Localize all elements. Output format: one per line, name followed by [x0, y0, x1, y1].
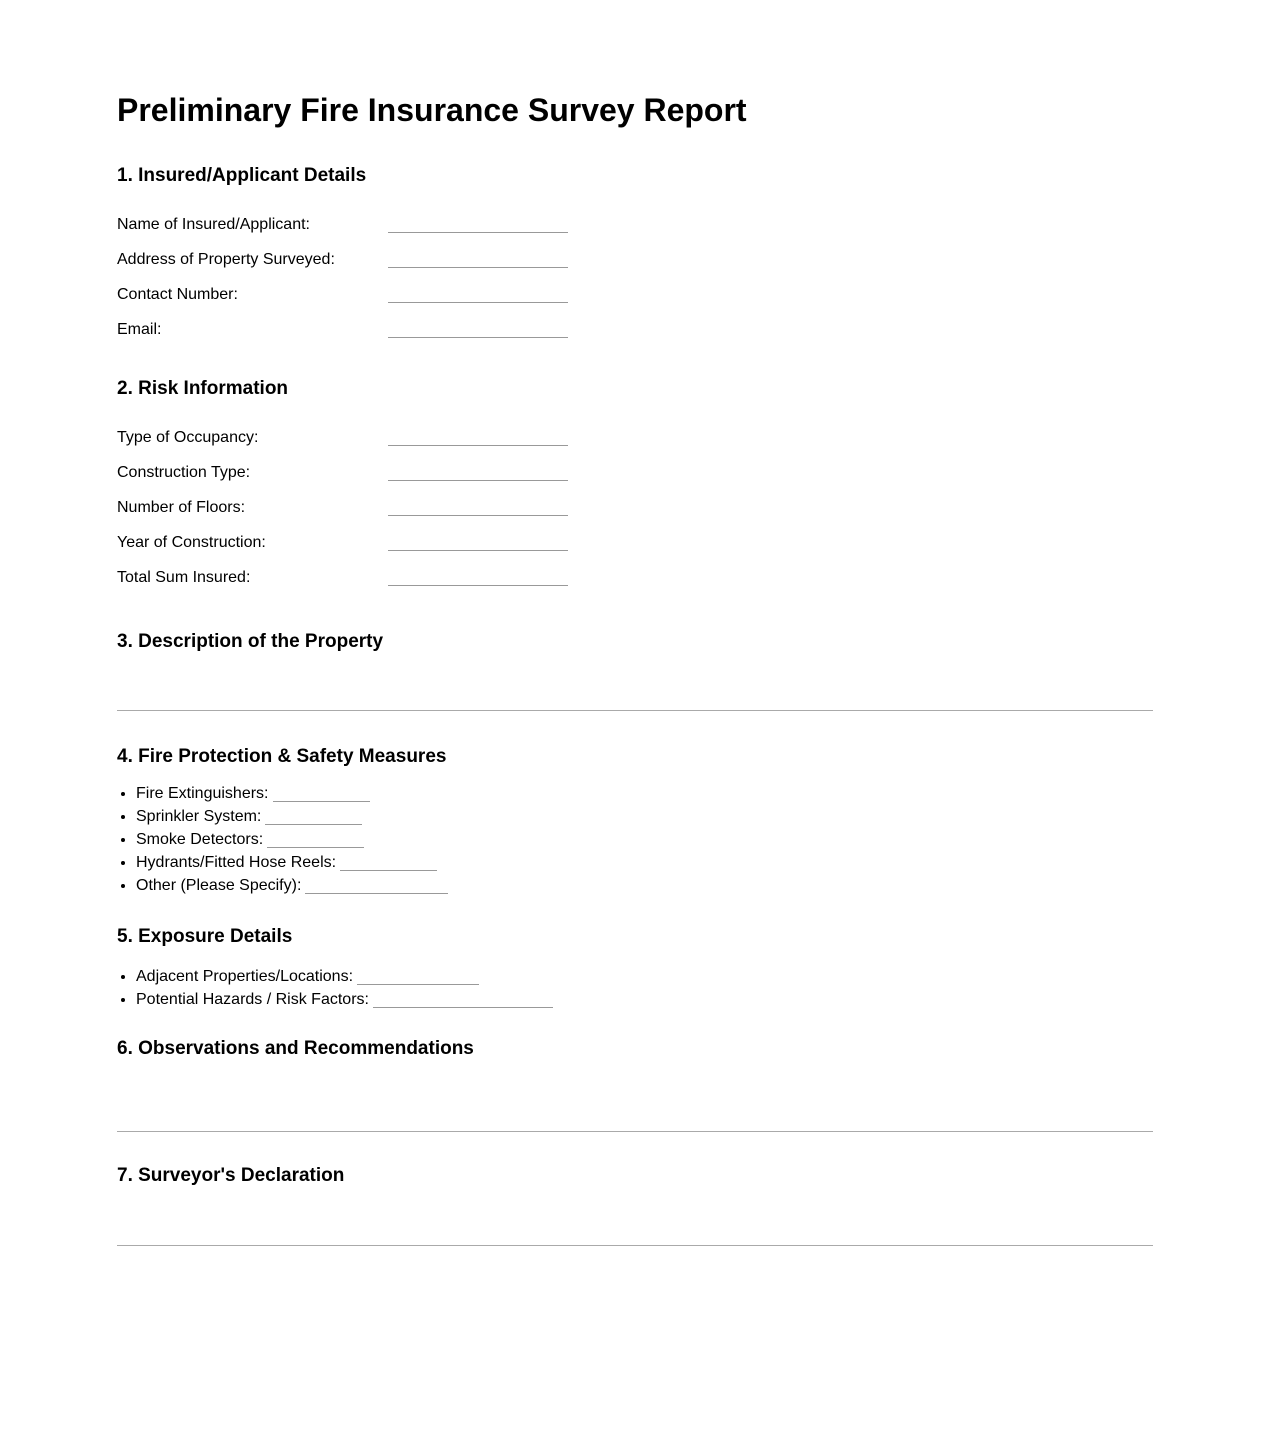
blank-line-construction-type[interactable]	[388, 468, 568, 481]
page-title: Preliminary Fire Insurance Survey Report	[117, 92, 747, 128]
list-item-label-potential-hazards: Potential Hazards / Risk Factors:	[136, 991, 369, 1008]
field-row	[117, 285, 1153, 304]
list-item	[136, 828, 1153, 851]
blank-line-fire-extinguishers[interactable]	[273, 789, 370, 802]
field-row	[117, 568, 1153, 587]
blank-line-adjacent-properties[interactable]	[357, 972, 479, 985]
section-heading-property-description: 3. Description of the Property	[117, 631, 384, 652]
blank-line-type-of-occupancy[interactable]	[388, 433, 568, 446]
fire-protection-list	[117, 782, 1153, 897]
blank-line-sprinkler-system[interactable]	[265, 812, 362, 825]
field-label-total-sum-insured: Total Sum Insured:	[117, 569, 251, 586]
list-item	[136, 851, 1153, 874]
list-item	[136, 805, 1153, 828]
section-divider	[117, 710, 1153, 711]
list-item	[136, 988, 1153, 1011]
blank-line-contact-number[interactable]	[388, 290, 568, 303]
blank-line-potential-hazards[interactable]	[373, 995, 553, 1008]
field-row	[117, 463, 1153, 482]
list-item	[136, 782, 1153, 805]
blank-line-email[interactable]	[388, 325, 568, 338]
section-heading-observations: 6. Observations and Recommendations	[117, 1038, 474, 1059]
list-item	[136, 874, 1153, 897]
list-item-label-smoke-detectors: Smoke Detectors:	[136, 831, 264, 848]
list-item-label-sprinkler-system: Sprinkler System:	[136, 808, 262, 825]
section-divider	[117, 1245, 1153, 1246]
blank-line-smoke-detectors[interactable]	[267, 835, 364, 848]
list-item-label-fire-extinguishers: Fire Extinguishers:	[136, 785, 269, 802]
blank-line-year-of-construction[interactable]	[388, 538, 568, 551]
field-label-year-of-construction: Year of Construction:	[117, 534, 266, 551]
section-heading-exposure-details: 5. Exposure Details	[117, 926, 293, 947]
blank-line-total-sum-insured[interactable]	[388, 573, 568, 586]
field-label-type-of-occupancy: Type of Occupancy:	[117, 429, 259, 446]
list-item-label-other-specify: Other (Please Specify):	[136, 877, 302, 894]
blank-line-hydrants-hose-reels[interactable]	[340, 858, 437, 871]
field-label-email: Email:	[117, 321, 162, 338]
field-row	[117, 320, 1153, 339]
list-item	[136, 965, 1153, 988]
list-item-label-adjacent-properties: Adjacent Properties/Locations:	[136, 968, 354, 985]
section-divider	[117, 1131, 1153, 1132]
blank-line-number-of-floors[interactable]	[388, 503, 568, 516]
description-write-in-area	[117, 653, 1153, 710]
field-row	[117, 498, 1153, 517]
list-item-label-hydrants-hose-reels: Hydrants/Fitted Hose Reels:	[136, 854, 337, 871]
field-label-construction-type: Construction Type:	[117, 464, 251, 481]
section-heading-insured-details: 1. Insured/Applicant Details	[117, 165, 367, 186]
blank-line-name-of-insured[interactable]	[388, 220, 568, 233]
field-label-address-of-property: Address of Property Surveyed:	[117, 251, 335, 268]
field-row	[117, 428, 1153, 447]
field-label-name-of-insured: Name of Insured/Applicant:	[117, 216, 310, 233]
blank-line-other-specify[interactable]	[305, 881, 448, 894]
observations-write-in-area	[117, 1060, 1153, 1131]
field-label-number-of-floors: Number of Floors:	[117, 499, 246, 516]
field-label-contact-number: Contact Number:	[117, 286, 238, 303]
blank-line-address-of-property[interactable]	[388, 255, 568, 268]
section-heading-surveyor-declaration: 7. Surveyor's Declaration	[117, 1165, 345, 1186]
section-heading-risk-information: 2. Risk Information	[117, 378, 289, 399]
exposure-list	[117, 965, 1153, 1011]
field-row	[117, 250, 1153, 269]
field-row	[117, 215, 1153, 234]
field-row	[117, 533, 1153, 552]
section-heading-fire-protection: 4. Fire Protection & Safety Measures	[117, 746, 447, 767]
declaration-write-in-area	[117, 1187, 1153, 1245]
